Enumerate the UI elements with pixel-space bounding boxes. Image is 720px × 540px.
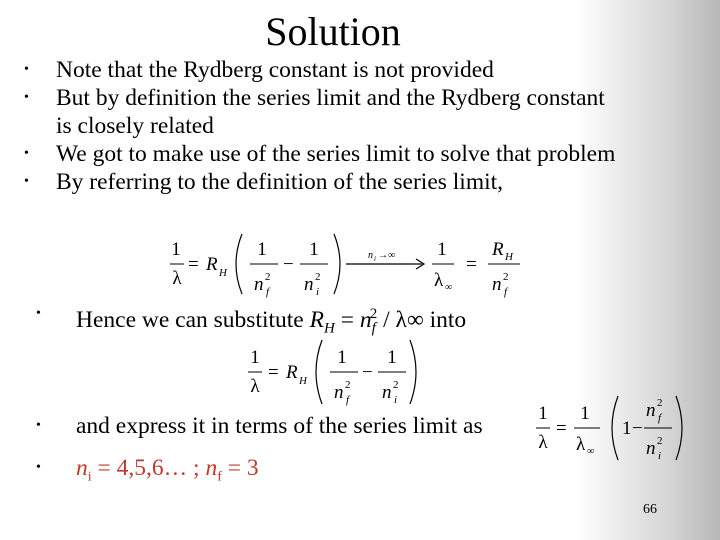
svg-text:−: − — [362, 362, 373, 383]
svg-text:∞: ∞ — [445, 282, 453, 293]
svg-text:H: H — [219, 267, 227, 279]
svg-text:1: 1 — [580, 403, 590, 424]
bullet-icon: • — [24, 146, 29, 161]
svg-text:H: H — [299, 375, 307, 387]
svg-text:−: − — [283, 254, 294, 275]
svg-text:λ: λ — [434, 270, 444, 291]
slide-title: Solution — [265, 9, 401, 54]
bullet-icon: • — [36, 418, 41, 433]
svg-text:n: n — [492, 274, 502, 295]
bullet-continuation: is closely related — [56, 113, 214, 139]
svg-text:2: 2 — [345, 379, 351, 391]
bullet-item: • By referring to the definition of the series limit, — [24, 169, 504, 195]
bullet-item: • Note that the Rydberg constant is not provided — [24, 57, 494, 83]
bullet-icon: • — [24, 62, 29, 77]
bullet-icon: • — [36, 460, 41, 475]
svg-text:n: n — [646, 400, 656, 421]
svg-text:H: H — [505, 251, 513, 263]
svg-text:i: i — [316, 286, 320, 298]
svg-text:i: i — [374, 255, 376, 263]
bullet-item: • But by definition the series limit and the Rydberg constant — [24, 85, 605, 111]
svg-text:2: 2 — [657, 397, 663, 409]
svg-text:=: = — [556, 418, 567, 439]
ni-values-line: • $n_i$ = 4,5,6… ; $n_f = 3$ — [36, 455, 259, 485]
svg-text:1: 1 — [387, 347, 397, 368]
svg-text:f: f — [504, 286, 508, 298]
series-limit-expression — [536, 392, 706, 464]
bullet-icon: • — [36, 306, 41, 321]
rydberg-equation — [248, 336, 418, 408]
express-line: • and express it in terms of the series limit as — [36, 413, 483, 439]
hence-line: • Hence we can substitute $R_H = n_f^2 / \lambda\infty$ into — [76, 300, 466, 343]
svg-text:2: 2 — [503, 271, 509, 283]
svg-text:1: 1 — [257, 239, 267, 260]
svg-text:n: n — [254, 274, 264, 295]
svg-text:i: i — [394, 394, 398, 406]
svg-text:2: 2 — [265, 271, 271, 283]
page-number: 66 — [643, 502, 657, 517]
svg-text:→∞: →∞ — [378, 250, 396, 261]
series-limit-equation — [170, 228, 530, 300]
svg-text:=: = — [466, 254, 477, 275]
svg-text:=: = — [188, 254, 199, 275]
bullet-item: • We got to make use of the series limit to solve that problem — [24, 141, 616, 167]
svg-text:i: i — [658, 450, 662, 462]
bullet-icon: • — [24, 90, 29, 105]
svg-text:n: n — [304, 274, 314, 295]
svg-text:f: f — [658, 412, 662, 424]
svg-text:R: R — [286, 362, 298, 383]
svg-text:1: 1 — [250, 347, 260, 368]
svg-text:2: 2 — [393, 379, 399, 391]
svg-text:R: R — [206, 254, 218, 275]
svg-text:λ: λ — [172, 268, 182, 289]
svg-text:∞: ∞ — [587, 446, 595, 457]
svg-text:n: n — [368, 250, 373, 261]
svg-text:=: = — [268, 362, 279, 383]
svg-text:1: 1 — [171, 239, 181, 260]
svg-text:λ: λ — [538, 432, 548, 453]
bullet-icon: • — [24, 174, 29, 189]
svg-text:1: 1 — [337, 347, 347, 368]
svg-text:n: n — [646, 438, 656, 459]
svg-text:λ: λ — [250, 376, 260, 397]
svg-text:2: 2 — [315, 271, 321, 283]
svg-text:1: 1 — [538, 403, 548, 424]
svg-text:n: n — [382, 382, 392, 403]
bullet-list — [22, 56, 702, 196]
svg-text:2: 2 — [657, 435, 663, 447]
svg-text:f: f — [266, 286, 270, 298]
svg-text:R: R — [492, 239, 504, 260]
svg-text:λ: λ — [576, 434, 586, 455]
svg-text:1: 1 — [309, 239, 319, 260]
svg-text:−: − — [632, 418, 643, 439]
svg-text:1: 1 — [622, 418, 632, 439]
svg-text:f: f — [346, 394, 350, 406]
svg-text:1: 1 — [437, 239, 447, 260]
svg-text:n: n — [334, 382, 344, 403]
